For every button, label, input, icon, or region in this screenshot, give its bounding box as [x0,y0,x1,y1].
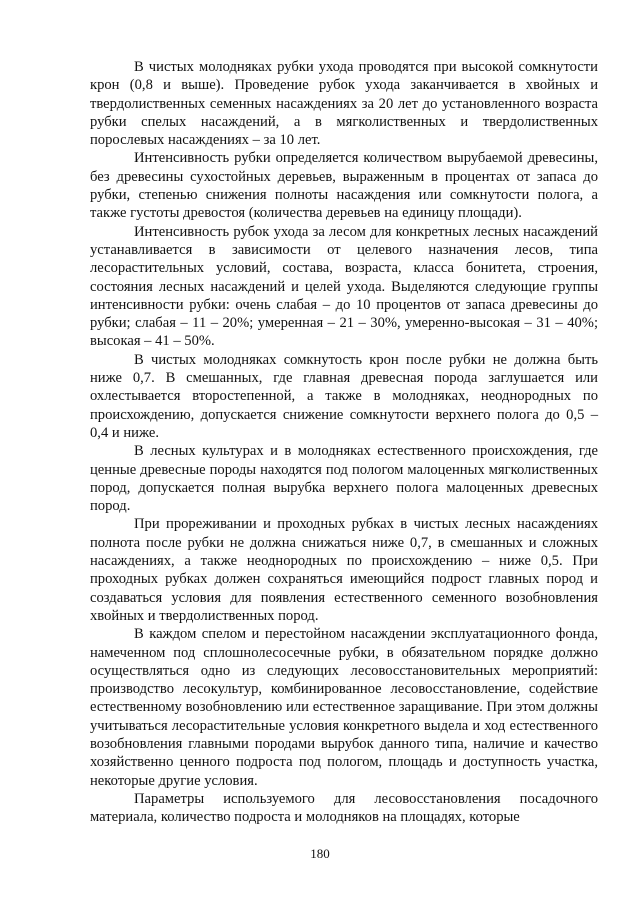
paragraph-8: Параметры используемого для лесовосстановления посадочного материала, количество подроста и молодняков на площадях, которые [90,790,598,826]
paragraph-4: В чистых молодняках сомкнутость крон после рубки не должна быть ниже 0,7. В смешанных, где главная древесная порода заглушается или охлестывается второстепенной, а также в молодняках, неоднородных по происхождению, допускается снижение сомкнутости верхнего полога до 0,5 – 0,4 и ниже. [90,351,598,441]
paragraph-5: В лесных культурах и в молодняках естественного происхождения, где ценные древесные породы находятся под пологом малоценных мягколиственных пород, допускается полная вырубка верхнего полога малоценных древесных пород. [90,443,598,515]
page-number: 180 [310,846,330,861]
document-page [90,58,598,826]
paragraph-6: При прореживании и проходных рубках в чистых лесных насаждениях полнота после рубки не должна снижаться ниже 0,7, в смешанных и сложных насаждениях, а также неоднородных по происхождению – ниже 0,5. При проходных рубках должен сохраняться имеющийся подрост главных пород и создаваться условия для появления естественного семенного возобновления хвойных и твердолиственных пород. [90,516,598,624]
paragraph-3: Интенсивность рубок ухода за лесом для конкретных лесных насаждений устанавливается в зависимости от целевого назначения лесов, типа лесорастительных условий, состава, возраста, класса бонитета, строения, состояния лесных насаждений и целей ухода. Выделяются следующие группы интенсивности рубки: очень слабая – до 10 процентов от запаса древесины до рубки; слабая – 11 – 20%; умеренная – 21 – 30%, умеренно-высокая – 31 – 40%; высокая – 41 – 50%. [90,223,598,350]
paragraph-2: Интенсивность рубки определяется количеством вырубаемой древесины, без древесины сухостойных деревьев, выраженным в процентах от запаса до рубки, степенью снижения полноты насаждения или сомкнутости полога, а также густоты древостоя (количества деревьев на единицу площади). [90,150,598,222]
paragraph-7: В каждом спелом и перестойном насаждении эксплуатационного фонда, намеченном под сплошнолесосечные рубки, в обязательном порядке должно осуществляться одно из следующих лесовосстановительных мероприятий: производство лесокультур, комбинированное лесовосстановление, содействие естественному возобновлению или естественное заращивание. При этом должны учитываться лесорастительные условия конкретного выдела и ход естественного возобновления главными породами вырубок данного типа, наличие и качество хозяйственно ценного подроста под пологом, площадь и доступность участка, некоторые другие условия. [90,626,598,789]
paragraph-1: В чистых молодняках рубки ухода проводятся при высокой сомкнутости крон (0,8 и выше). Проведение рубок ухода заканчивается в хвойных и твердолиственных семенных насаждениях за 20 лет до установленного возраста рубки спелых насаждений, а в мягколиственных и твердолиственных порослевых насаждениях – за 10 лет. [90,59,598,149]
